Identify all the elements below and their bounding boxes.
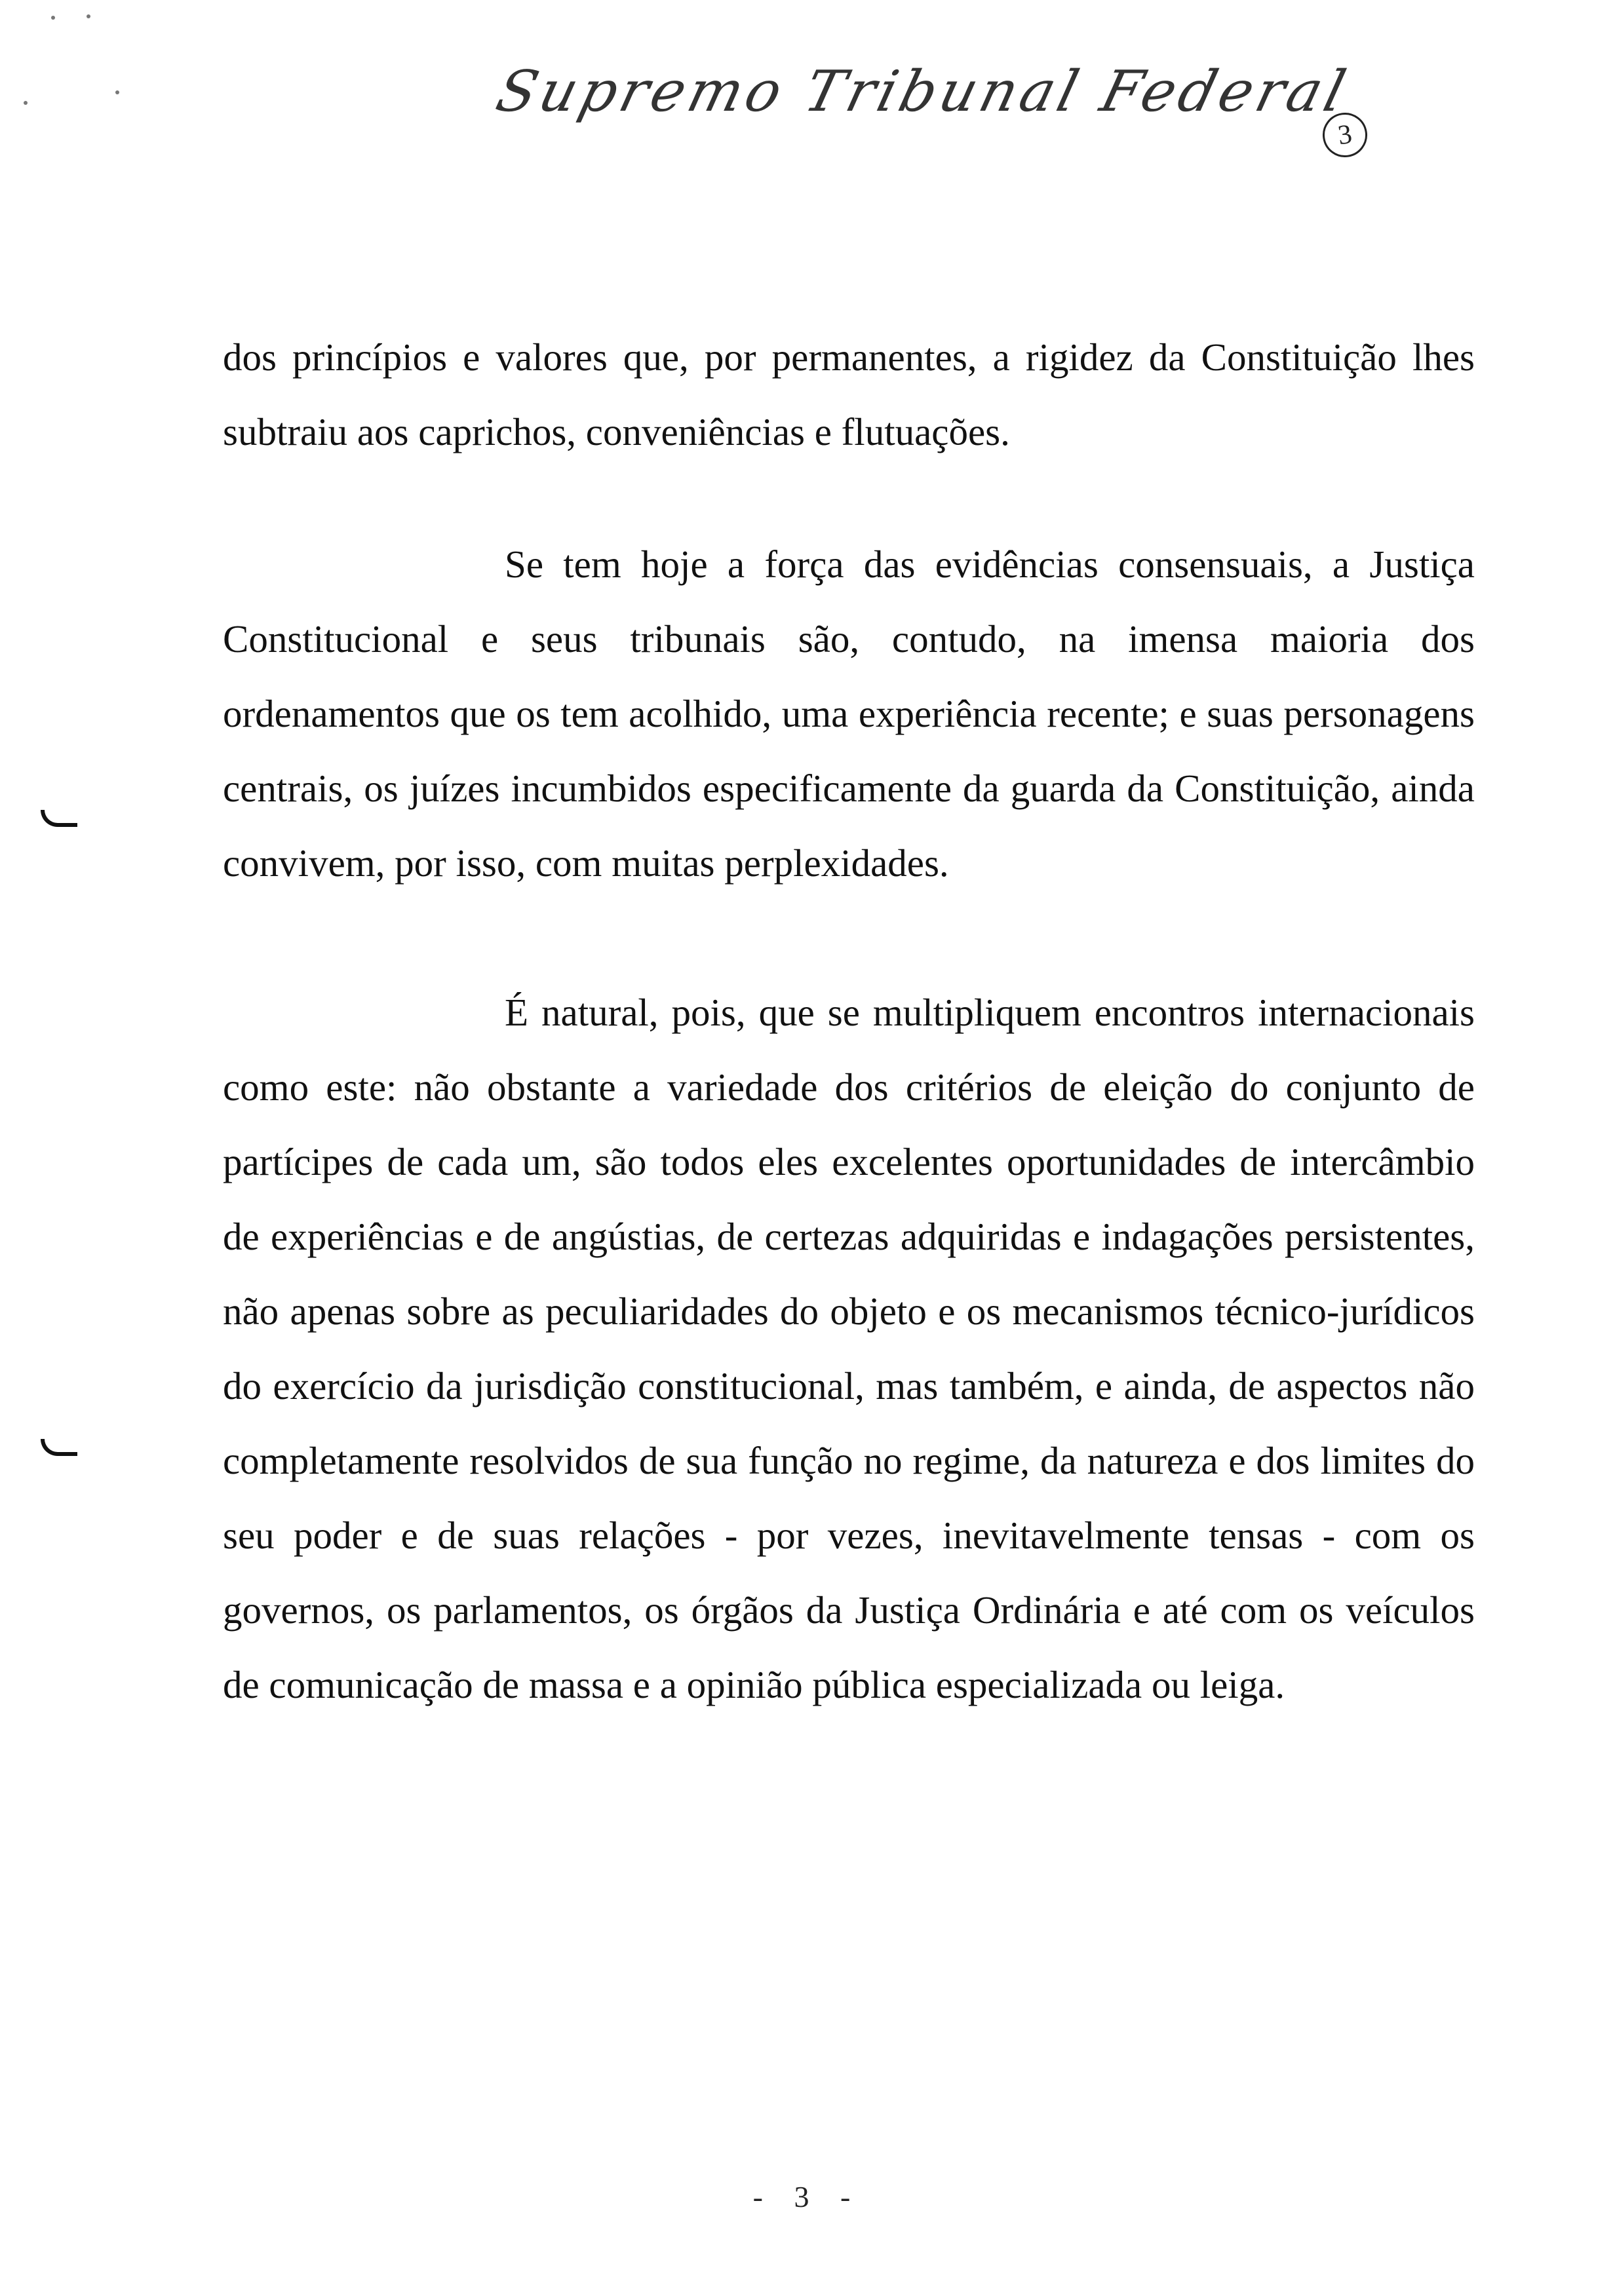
paragraph-2: Se tem hoje a força das evidências consensuais, a Justiça Constitucional e seus tribunais são, contudo, na imensa maioria dos ordenamentos que os tem acolhido, uma experiência recente; e suas personagens centrais, os juízes incumbidos especificamente da guarda da Constituição, ainda convivem, por isso, com muitas perplexidades.: [223, 543, 1475, 885]
scan-speck: [51, 16, 55, 20]
scan-speck: [87, 14, 90, 18]
paragraph-1: dos princípios e valores que, por permanentes, a rigidez da Constituição lhes subtraiu aos caprichos, conveniências e flutuações.: [223, 335, 1475, 453]
paragraph-3: É natural, pois, que se multipliquem encontros internacionais como este: não obstante a variedade dos critérios de eleição do conjunto de partícipes de cada um, são todos eles excelentes oportunidades de intercâmbio de experiências e de angústias, de certezas adquiridas e indagações persistentes, não apenas sobre as peculiaridades do objeto e os mecanismos técnico-jurídicos do exercício da jurisdição constitucional, mas também, e ainda, de aspectos não completamente resolvidos de sua função no regime, da natureza e dos limites do seu poder e de suas relações - por vezes, inevitavelmente tensas - com os governos, os parlamentos, os órgãos da Justiça Ordinária e até com os veículos de comunicação de massa e a opinião pública especializada ou leiga.: [223, 991, 1475, 1706]
scan-speck: [115, 90, 119, 94]
document-body: [223, 320, 1475, 1722]
margin-check-mark-icon: [41, 810, 77, 827]
page-marker-number: 3: [1336, 119, 1354, 151]
margin-check-mark-icon: [41, 1439, 77, 1456]
letterhead: Supremo Tribunal Federal: [490, 59, 1356, 124]
page-number: - 3 -: [752, 2180, 863, 2213]
scan-speck: [24, 101, 28, 105]
